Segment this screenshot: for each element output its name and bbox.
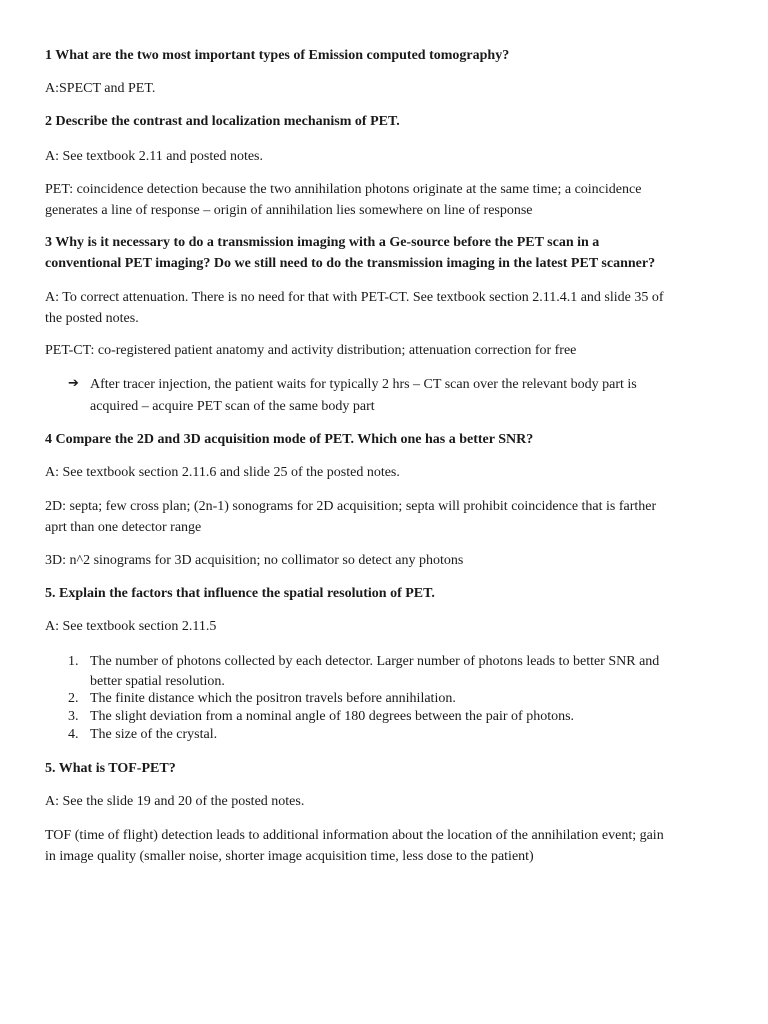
question-1: 1 What are the two most important types of Emission computed tomography? (45, 48, 510, 63)
answer-3-arrow-line-1: After tracer injection, the patient waits for typically 2 hrs – CT scan over the relevant body part is (90, 377, 637, 392)
answer-3-arrow-line-2: acquired – acquire PET scan of the same body part (90, 399, 375, 414)
answer-2: A: See textbook 2.11 and posted notes. (45, 149, 264, 164)
question-4: 4 Compare the 2D and 3D acquisition mode of PET. Which one has a better SNR? (45, 432, 534, 447)
list-item-4: The size of the crystal. (90, 727, 218, 742)
list-item-1-line-2: better spatial resolution. (90, 674, 225, 689)
question-2: 2 Describe the contrast and localization mechanism of PET. (45, 114, 400, 129)
question-3-line-2: conventional PET imaging? Do we still need to do the transmission imaging in the latest PET scanner? (45, 256, 656, 271)
answer-5: A: See textbook section 2.11.5 (45, 619, 217, 634)
list-item-1-line-1: The number of photons collected by each detector. Larger number of photons leads to better SNR and (90, 654, 660, 669)
answer-4-2d-line-2: aprt than one detector range (45, 520, 202, 535)
question-6: 5. What is TOF-PET? (45, 761, 176, 776)
arrow-bullet-icon: ➔ (68, 376, 79, 391)
answer-6-tof-line-2: in image quality (smaller noise, shorter image acquisition time, less dose to the patient) (45, 849, 534, 864)
list-item-3: The slight deviation from a nominal angle of 180 degrees between the pair of photons. (90, 709, 575, 724)
list-item-number: 3. (68, 709, 79, 724)
answer-1: A:SPECT and PET. (45, 81, 156, 96)
answer-6: A: See the slide 19 and 20 of the posted notes. (45, 794, 305, 809)
answer-4-3d: 3D: n^2 sinograms for 3D acquisition; no collimator so detect any photons (45, 553, 464, 568)
list-item-2: The finite distance which the positron travels before annihilation. (90, 691, 456, 706)
list-item-number: 2. (68, 691, 79, 706)
answer-2-pet-line-1: PET: coincidence detection because the two annihilation photons originate at the same time; a coincidence (45, 182, 642, 197)
answer-6-tof-line-1: TOF (time of flight) detection leads to additional information about the location of the annihilation event; gain (45, 828, 664, 843)
list-item-number: 4. (68, 727, 79, 742)
question-3-line-1: 3 Why is it necessary to do a transmission imaging with a Ge-source before the PET scan in a (45, 235, 600, 250)
answer-2-pet-line-2: generates a line of response – origin of annihilation lies somewhere on line of response (45, 203, 533, 218)
answer-3-line-1: A: To correct attenuation. There is no need for that with PET-CT. See textbook section 2.11.4.1 and slide 35 of (45, 290, 664, 305)
answer-3-line-2: the posted notes. (45, 311, 139, 326)
answer-3-petct: PET-CT: co-registered patient anatomy and activity distribution; attenuation correction for free (45, 343, 577, 358)
question-5: 5. Explain the factors that influence the spatial resolution of PET. (45, 586, 435, 601)
answer-4-2d-line-1: 2D: septa; few cross plan; (2n-1) sonograms for 2D acquisition; septa will prohibit coincidence that is farther (45, 499, 657, 514)
list-item-number: 1. (68, 654, 79, 669)
answer-4: A: See textbook section 2.11.6 and slide 25 of the posted notes. (45, 465, 400, 480)
